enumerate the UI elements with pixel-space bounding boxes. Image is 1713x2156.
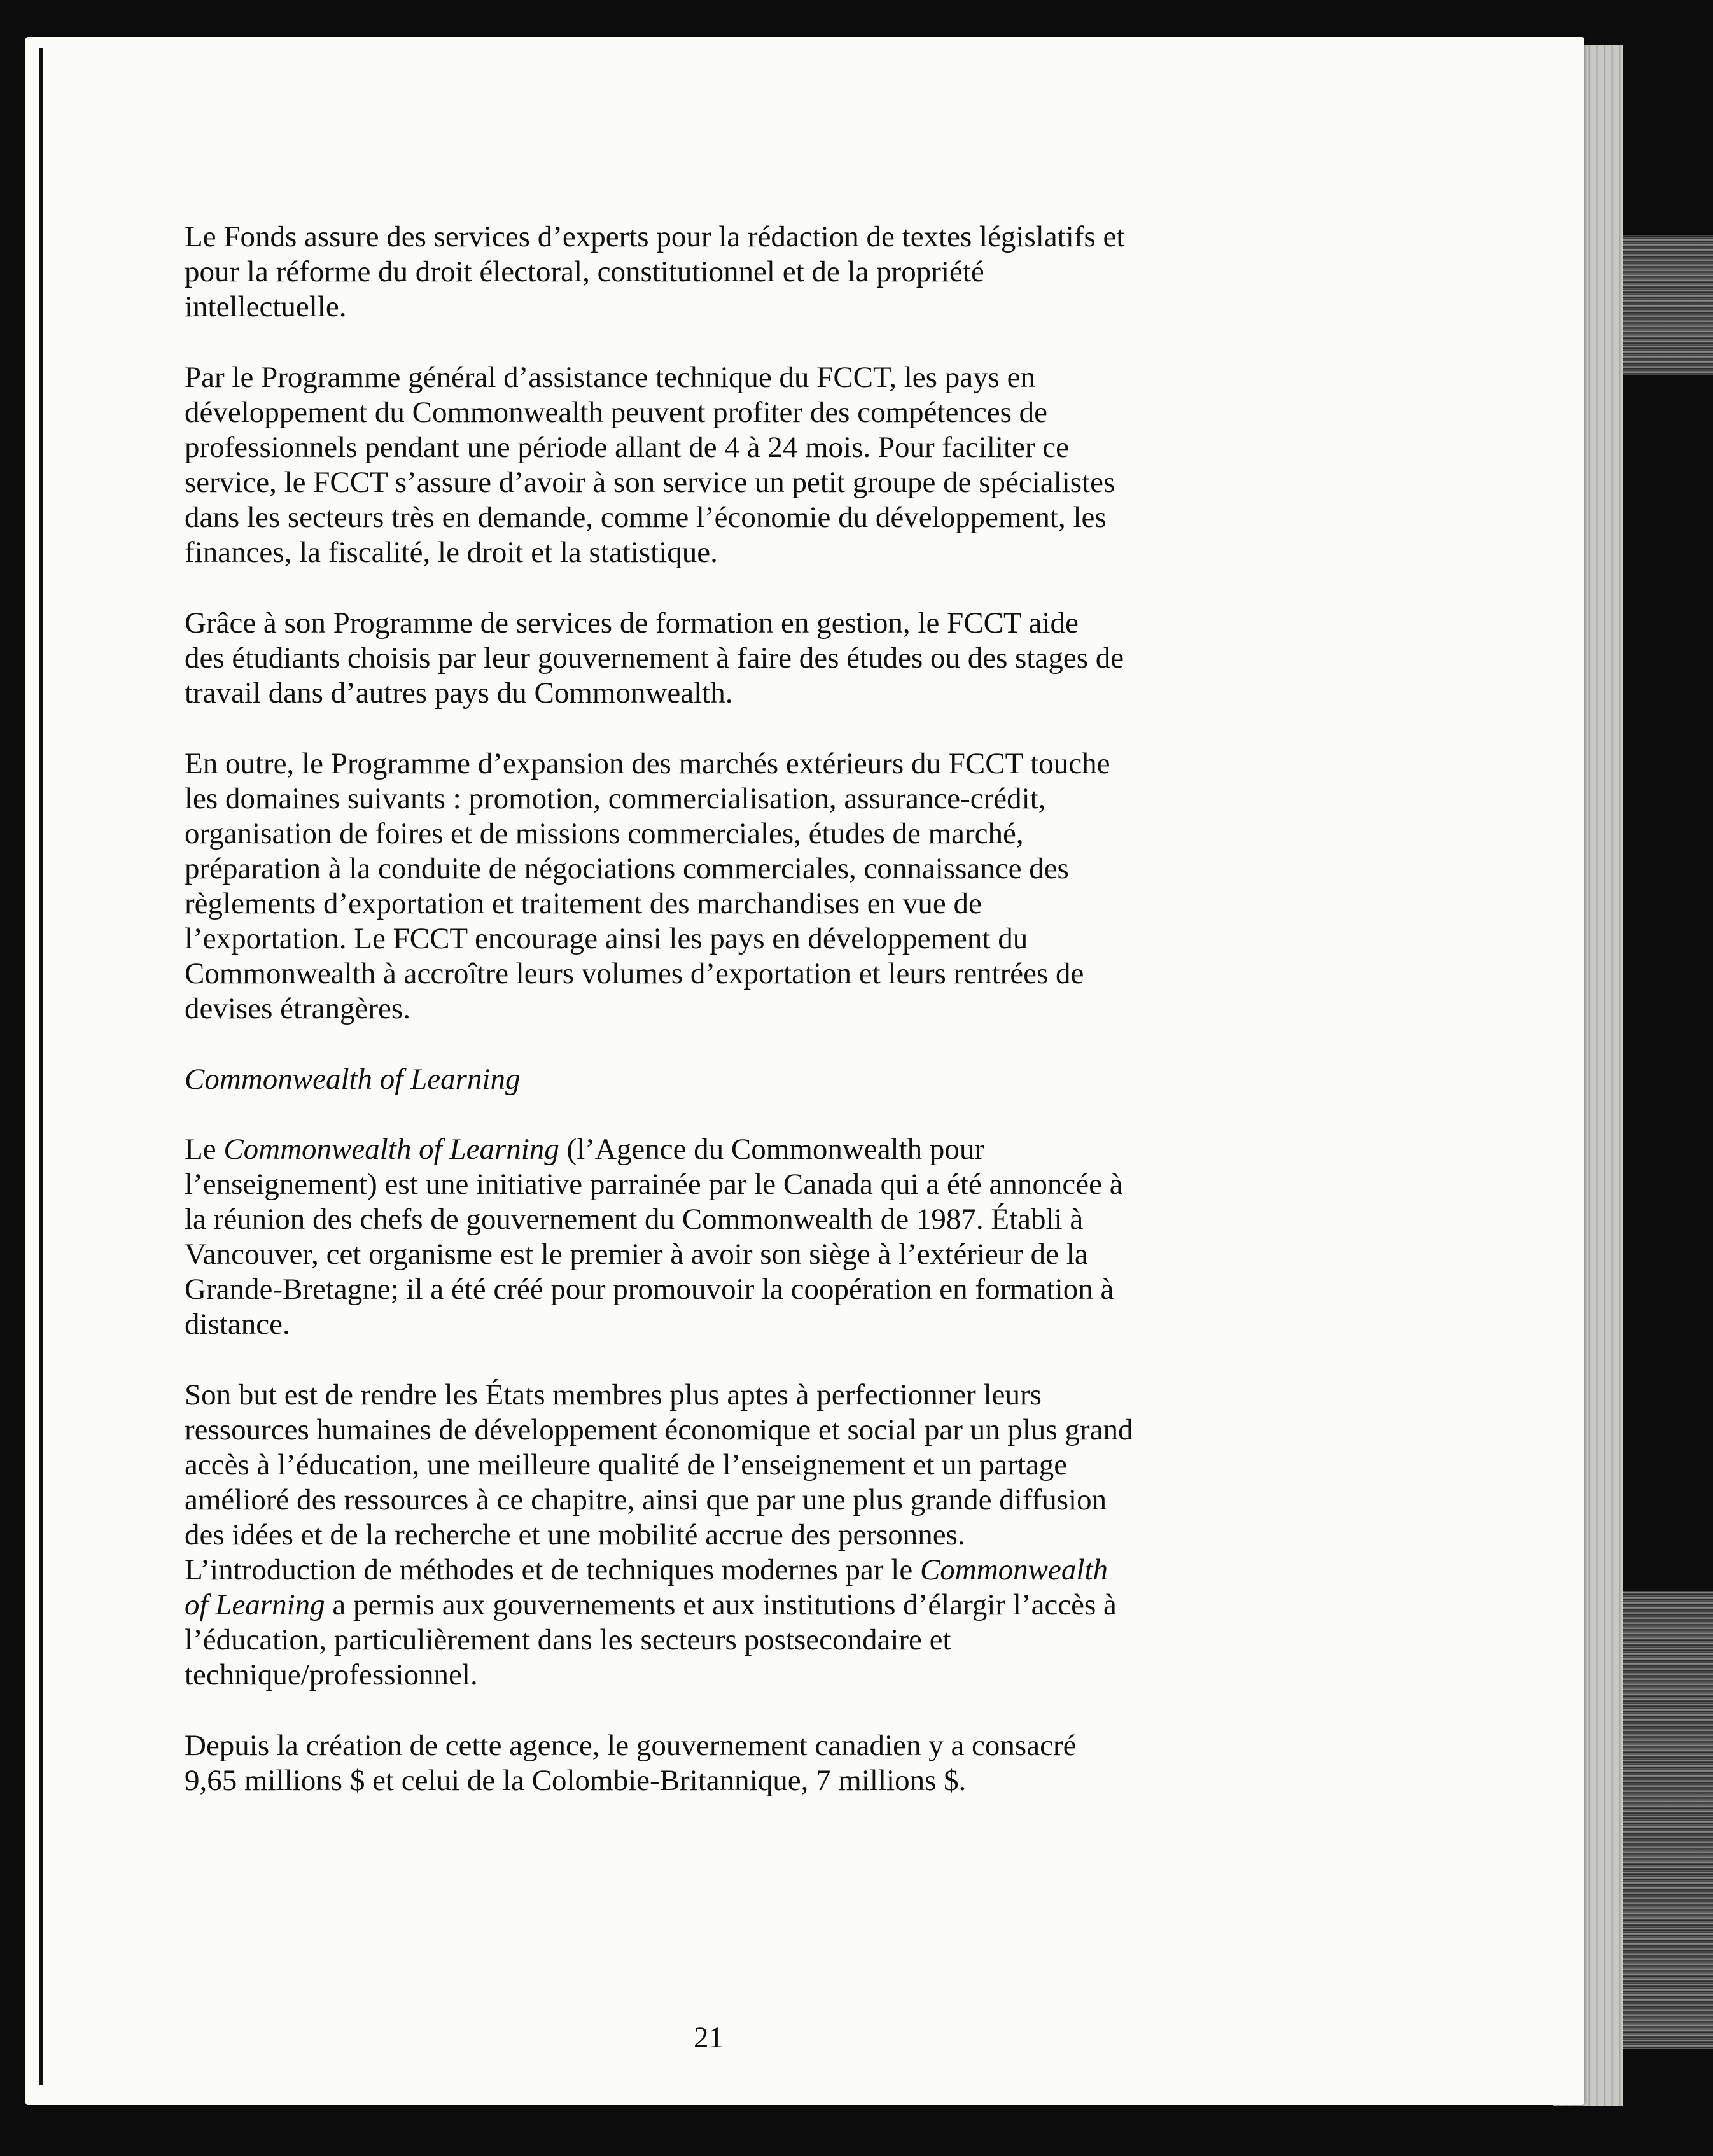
section-heading: Commonwealth of Learning: [185, 1063, 521, 1096]
scan-edge-noise: [1623, 1591, 1713, 2049]
text-line: Son but est de rendre les États membres plus aptes à perfectionner leurs: [185, 1378, 1042, 1411]
text-line: Grande-Bretagne; il a été créé pour promouvoir la coopération en formation à: [185, 1273, 1114, 1306]
paragraph-formation: [185, 606, 1279, 711]
text-line: professionnels pendant une période allant de 4 à 24 mois. Pour faciliter ce: [185, 431, 1069, 464]
text-line: distance.: [185, 1308, 290, 1341]
text-line: Commonwealth à accroître leurs volumes d’exportation et leurs rentrées de: [185, 957, 1084, 990]
paragraph-experts: [185, 220, 1279, 325]
text-line: les domaines suivants : promotion, commercialisation, assurance-crédit,: [185, 782, 1046, 815]
page-number: 21: [694, 2021, 724, 2054]
text-line: l’enseignement) est une initiative parrainée par le Canada qui a été annoncée à: [185, 1168, 1123, 1201]
text-line: l’éducation, particulièrement dans les secteurs postsecondaire et: [185, 1623, 951, 1656]
text-line: 9,65 millions $ et celui de la Colombie-Britannique, 7 millions $.: [185, 1764, 967, 1797]
text-run: L’introduction de méthodes et de techniques modernes par le: [185, 1553, 920, 1586]
text-line: Depuis la création de cette agence, le gouvernement canadien y a consacré: [185, 1729, 1077, 1762]
text-line: devises étrangères.: [185, 992, 410, 1025]
italic-run: of Learning: [185, 1588, 325, 1621]
text-line: accès à l’éducation, une meilleure qualité de l’enseignement et un partage: [185, 1448, 1068, 1481]
text-line: intellectuelle.: [185, 290, 347, 323]
paragraph-goal: [185, 1378, 1279, 1693]
text-line: des idées et de la recherche et une mobilité accrue des personnes.: [185, 1518, 965, 1551]
text-line: service, le FCCT s’assure d’avoir à son service un petit groupe de spécialistes: [185, 466, 1115, 499]
text-line: Par le Programme général d’assistance technique du FCCT, les pays en: [185, 361, 1035, 394]
text-line: organisation de foires et de missions commerciales, études de marché,: [185, 817, 1024, 850]
paragraph-expansion: [185, 746, 1279, 1026]
paragraph-col-intro: [185, 1132, 1279, 1342]
paragraph-funding: [185, 1728, 1279, 1798]
text-line: finances, la fiscalité, le droit et la statistique.: [185, 536, 718, 569]
paragraph-assistance: [185, 360, 1279, 570]
text-line: Le Fonds assure des services d’experts pour la rédaction de textes législatifs et: [185, 220, 1125, 253]
text-line: pour la réforme du droit électoral, constitutionnel et de la propriété: [185, 255, 984, 288]
italic-run: Commonwealth of Learning: [223, 1133, 559, 1166]
text-line: technique/professionnel.: [185, 1658, 478, 1691]
text-line: [185, 1588, 1279, 1623]
text-line: l’exportation. Le FCCT encourage ainsi les pays en développement du: [185, 922, 1028, 955]
text-line: Vancouver, cet organisme est le premier à avoir son siège à l’extérieur de la: [185, 1238, 1088, 1271]
text-line: développement du Commonwealth peuvent profiter des compétences de: [185, 396, 1048, 429]
text-run: (l’Agence du Commonwealth pour: [559, 1133, 985, 1166]
text-line: Grâce à son Programme de services de formation en gestion, le FCCT aide: [185, 606, 1079, 640]
text-line: la réunion des chefs de gouvernement du Commonwealth de 1987. Établi à: [185, 1203, 1084, 1236]
text-line: préparation à la conduite de négociations commerciales, connaissance des: [185, 852, 1069, 885]
text-line: ressources humaines de développement économique et social par un plus grand: [185, 1413, 1133, 1446]
text-run: Le: [185, 1133, 224, 1166]
text-line: [185, 1553, 1279, 1588]
text-line: dans les secteurs très en demande, comme l’économie du développement, les: [185, 501, 1107, 534]
binding-rule: [39, 48, 43, 2085]
body-text: [185, 220, 1279, 1834]
text-run: a permis aux gouvernements et aux institutions d’élargir l’accès à: [325, 1588, 1117, 1621]
text-line: des étudiants choisis par leur gouvernement à faire des études ou des stages de: [185, 641, 1124, 675]
text-line: règlements d’exportation et traitement des marchandises en vue de: [185, 887, 982, 920]
italic-run: Commonwealth: [919, 1553, 1108, 1586]
scan-edge-noise: [1623, 235, 1713, 375]
text-line: amélioré des ressources à ce chapitre, ainsi que par une plus grande diffusion: [185, 1483, 1107, 1516]
text-line: En outre, le Programme d’expansion des marchés extérieurs du FCCT touche: [185, 747, 1110, 780]
text-line: travail dans d’autres pays du Commonwealth.: [185, 676, 733, 710]
text-line: [185, 1132, 1279, 1167]
